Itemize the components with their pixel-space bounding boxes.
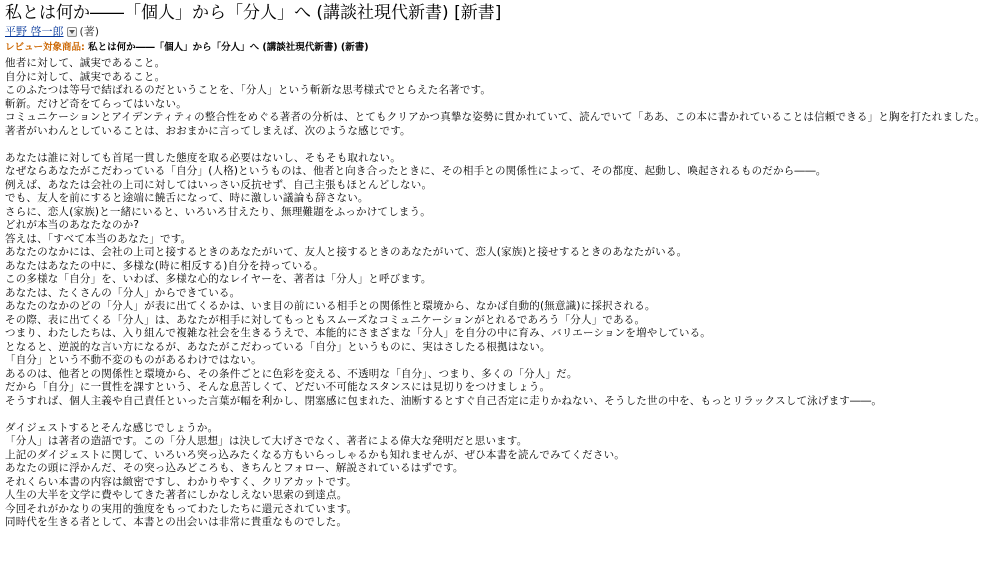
review-line: つまり、わたしたちは、入り組んで複雑な社会を生きるうえで、本能的にさまざまな「分人」を自分の中に育み、バリエーションを増やしている。 — [5, 327, 711, 339]
review-line: あなたは誰に対しても首尾一貫した態度を取る必要はないし、そもそも取れない。 — [5, 151, 401, 164]
review-line: となると、逆説的な言い方になるが、あなたがこだわっている「自分」というものに、実はさしたる根拠はない。 — [5, 340, 551, 353]
review-line: あなたのなかには、会社の上司と接するときのあなたがいて、友人と接するときのあなたがいて、恋人(家族)と接せするときのあなたがいる。 — [5, 246, 688, 258]
review-line: あなたはあなたの中に、多様な(時に相反する)自分を持っている。 — [5, 259, 324, 272]
format-tag: [新書] — [454, 3, 502, 23]
review-line: あなたの頭に浮かんだ、その突っ込みどころも、きちんとフォロー、解説されているはずです。 — [5, 462, 464, 474]
review-line: ダイジェストするとそんな感じでしょうか。 — [5, 421, 219, 434]
review-line: 著者がいわんとしていることは、おおまかに言ってしまえば、次のような感じです。 — [5, 124, 411, 137]
author-row — [5, 24, 995, 39]
review-line: この多様な「自分」を、いわば、多様な心的なレイヤーを、著者は「分人」と呼びます。 — [5, 273, 432, 285]
review-line: でも、友人を前にすると途端に饒舌になって、時に激しい議論も辞さない。 — [5, 192, 369, 204]
product-title-row — [5, 2, 995, 24]
review-line: 例えば、あなたは会社の上司に対してはいっさい反抗せず、自己主張もほとんどしない。 — [5, 178, 433, 191]
review-line: どれが本当のあなたなのか? — [5, 219, 140, 231]
review-target-label: レビュー対象商品: — [5, 42, 85, 53]
review-line: なぜならあなたがこだわっている「自分」(人格)というものは、他者と向き合ったときに、その相手との関係性によって、その都度、起動し、喚起されるものだから――。 — [5, 165, 827, 177]
review-page — [5, 2, 995, 530]
review-line: 「自分」という不動不変のものがあるわけではない。 — [5, 354, 262, 366]
review-target-row — [5, 41, 995, 54]
review-line: 斬新。だけど奇をてらってはいない。 — [5, 97, 187, 110]
chevron-down-icon[interactable] — [67, 27, 77, 37]
review-line: 「分人」は著者の造語です。この「分人思想」は決して大げさでなく、著者による偉大な発明だと思います。 — [5, 435, 528, 447]
review-line: 答えは、「すべて本当のあなた」です。 — [5, 232, 192, 245]
review-line: 他者に対して、誠実であること。 — [5, 57, 166, 69]
review-line: だから「自分」に一貫性を課すという、そんな息苦しくて、どだい不可能なスタンスには見切りをつけましょう。 — [5, 381, 551, 393]
review-line: 上記のダイジェストに関して、いろいろ突っ込みたくなる方もいらっしゃるかも知れませんが、ぜひ本書を読んでみてください。 — [5, 448, 625, 461]
review-line: その際、表に出てくる「分人」は、あなたが相手に対してもっともスムーズなコミュニケーションがとれるであろう「分人」である。 — [5, 313, 646, 326]
review-line: 同時代を生きる者として、本書との出会いは非常に貴重なものでした。 — [5, 516, 348, 528]
review-line: 今回それがかなりの実用的強度をもってわたしたちに還元されています。 — [5, 502, 358, 515]
author-link[interactable]: 平野 啓一郎 — [5, 25, 64, 38]
review-line — [5, 408, 995, 422]
review-line: コミュニケーションとアイデンティティの整合性をめぐる著者の分析は、とてもクリアかつ真摯な姿勢に貫かれていて、読んでいて「ああ、この本に書かれていることは信頼できる」と胸を打たれました。 — [5, 111, 986, 123]
review-line: そうすれば、個人主義や自己責任といった言葉が幅を利かし、閉塞感に包まれた、油断するとすぐ自己否定に走りかねない、そうした世の中を、もっとリラックスして泳げます――。 — [5, 394, 883, 407]
review-line: あるのは、他者との関係性と環境から、その条件ごとに色彩を変える、不透明な「自分」、つまり、多くの「分人」だ。 — [5, 367, 578, 380]
review-target-product: 私とは何か――「個人」から「分人」へ (講談社現代新書) (新書) — [88, 42, 369, 53]
review-line: あなたは、たくさんの「分人」からできている。 — [5, 286, 241, 299]
author-role: (著) — [79, 25, 100, 38]
review-line: さらに、恋人(家族)と一緒にいると、いろいろ甘えたり、無理難題をふっかけてしまう。 — [5, 205, 431, 218]
review-line: それくらい本書の内容は緻密ですし、わかりやすく、クリアカットです。 — [5, 475, 357, 488]
review-line: 自分に対して、誠実であること。 — [5, 70, 166, 83]
product-title: 私とは何か――「個人」から「分人」へ (講談社現代新書) — [5, 3, 449, 23]
review-line: あなたのなかのどの「分人」が表に出てくるかは、いま目の前にいる相手との関係性と環境から、なかば自動的(無意識)に採択される。 — [5, 300, 656, 312]
review-line: このふたつは等号で結ばれるのだということを、「分人」という斬新な思考様式でとらえた名著です。 — [5, 84, 492, 96]
review-body — [5, 57, 995, 530]
review-line: 人生の大半を文学に費やしてきた著者にしかなしえない思索の到達点。 — [5, 489, 348, 501]
review-line — [5, 138, 995, 152]
